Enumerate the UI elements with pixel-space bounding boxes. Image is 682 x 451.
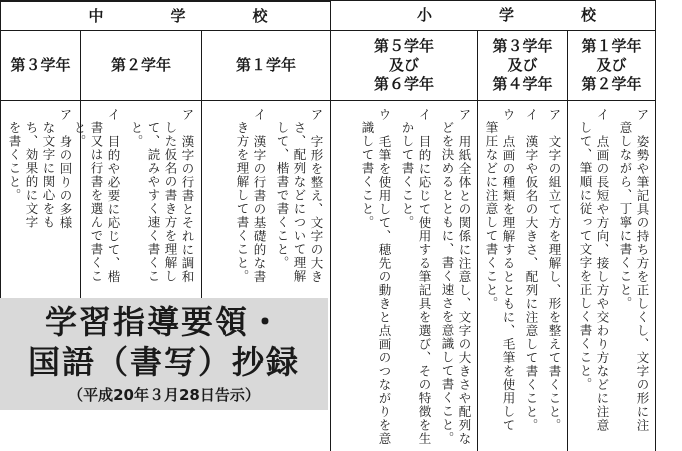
item-a: ア 姿勢や筆記具の持ち方を正しくし、文字の形に注意しながら、丁寧に書くこと。 (618, 108, 650, 432)
header-junior-high: 中 学 校 (88, 6, 294, 25)
cell-jh-grade1 (207, 108, 325, 293)
cell-el-grade56 (337, 108, 473, 448)
page-title-line1: 学習指導要領・ (44, 303, 283, 341)
header-el-grade56: 第５学年 及び 第６学年 (373, 37, 434, 93)
header-el-grade12: 第１学年 及び 第２学年 (581, 37, 642, 93)
header-jh-grade1: 第１学年 (235, 56, 296, 74)
item-i: イ 目的に応じて使用する筆記具を選び、その特徴を生かして書くこと。 (400, 108, 432, 446)
cell-el-grade34 (481, 108, 563, 443)
item-a: ア 字形を整え、文字の大きさ、配列などについて理解して、楷書で書くこと。 (275, 108, 324, 284)
item-i: イ 目的や必要に応じて、楷書又は行書を選んで書くこと。 (72, 108, 121, 284)
header-elementary: 小 学 校 (416, 6, 622, 24)
cell-jh-grade3 (7, 108, 74, 238)
item-i: イ 漢字の行書の基礎的な書き方を理解して書くこと。 (235, 108, 267, 284)
header-el-grade34: 第３学年 及び 第４学年 (492, 37, 553, 93)
rule-header-2 (0, 100, 656, 101)
item-u: ウ 点画の種類を理解するとともに、毛筆を使用して筆圧などに注意して書くこと。 (484, 108, 516, 432)
item-a: ア 用紙全体との関係に注意し、文字の大きさや配列などを決めるとともに、書く速さを意識して書くこと。 (440, 108, 472, 446)
page-subtitle: （平成20年３月28日告示） (68, 386, 260, 404)
item-i: イ 点画の長短や方向、接し方や交わり方などに注意して、筆順に従って文字を正しく書くこと。 (578, 108, 610, 432)
item-a: ア 文字の組立て方を理解し、形を整えて書くこと。 (547, 108, 562, 432)
header-jh-grade3: 第３学年 (10, 56, 71, 74)
rule-v-right (655, 0, 656, 451)
cell-jh-grade2 (72, 108, 196, 293)
item-u: ウ 毛筆を使用して、穂先の動きと点画のつながりを意識して書くこと。 (360, 108, 392, 446)
header-jh-grade2: 第２学年 (110, 56, 171, 74)
item-a: ア 漢字の行書とそれに調和した仮名の書き方を理解して、読みやすく速く書くこと。 (129, 108, 195, 284)
cell-el-grade12 (571, 108, 651, 443)
item-a: ア 身の回りの多様な文字に関心をもち、効果的に文字を書くこと。 (7, 108, 73, 230)
item-i: イ 漢字や仮名の大きさ、配列に注意して書くこと。 (524, 108, 539, 432)
page-title-line2: 国語（書写）抄録 (27, 343, 300, 381)
